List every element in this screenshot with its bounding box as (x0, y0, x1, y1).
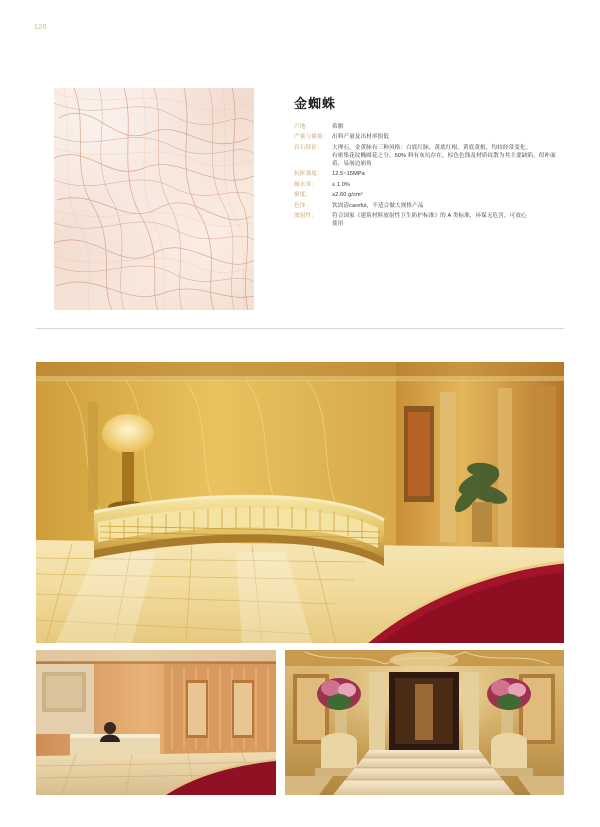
stone-sample-image (54, 88, 254, 310)
spec-label: 放射性： (294, 212, 318, 219)
hotel-lobby-wide-photo (36, 362, 564, 643)
spec-label: 密度： (294, 192, 312, 199)
section-divider (36, 328, 564, 329)
spec-value: 12.5~15MPa (332, 171, 365, 178)
spec-label: 产量与储量： (294, 134, 329, 141)
spec-row (294, 203, 556, 211)
spec-value: 出料产量及出材率很低 (332, 134, 389, 141)
spec-label: 岩石特征： (294, 144, 323, 151)
spec-value-continued: 有密集花纹椭圆花之分，50% 料有灰坑存在，棕色色线及材质纹散为其主要缺陷。似补面着，易崩边崩角 (332, 152, 556, 167)
page-number: 126 (34, 24, 48, 31)
hotel-staircase-graphic (285, 650, 564, 795)
spec-label: 产地： (294, 124, 312, 130)
spec-label: 抗折强度： (294, 171, 323, 178)
spec-row (294, 124, 556, 132)
spec-row (294, 182, 556, 190)
spec-value: 希腊 (332, 124, 344, 130)
hotel-lobby-graphic (36, 362, 564, 643)
product-spec-block (294, 93, 556, 231)
stone-veins-graphic (54, 88, 254, 310)
spec-value: 大理石，金黄脉有三种风格：白底红脉、黄底红根、黄底黄根，均较经常变化。 (332, 144, 532, 151)
spec-row (294, 213, 556, 229)
product-title: 金蜘蛛 (294, 96, 337, 111)
spec-label: 吸水率： (294, 181, 318, 188)
spec-value: 符合国家《建筑材料放射性卫生防护标准》的 A 类标准，环保无危害，可放心 (332, 212, 527, 219)
spec-value-continued: 使用 (332, 220, 344, 227)
spec-value: 饮固清careful，不适合做大规格产品 (332, 202, 424, 209)
spec-row (294, 134, 556, 142)
spec-value: ≤ 1.0% (332, 181, 350, 188)
hotel-reception-desk-photo (36, 650, 276, 795)
spec-row (294, 145, 556, 169)
spec-row (294, 171, 556, 179)
spec-label: 色泽： (294, 202, 312, 209)
hotel-reception-graphic (36, 650, 276, 795)
spec-value: ≥2.60 g/cm³ (332, 192, 363, 199)
hotel-grand-staircase-photo (285, 650, 564, 795)
spec-row (294, 192, 556, 200)
